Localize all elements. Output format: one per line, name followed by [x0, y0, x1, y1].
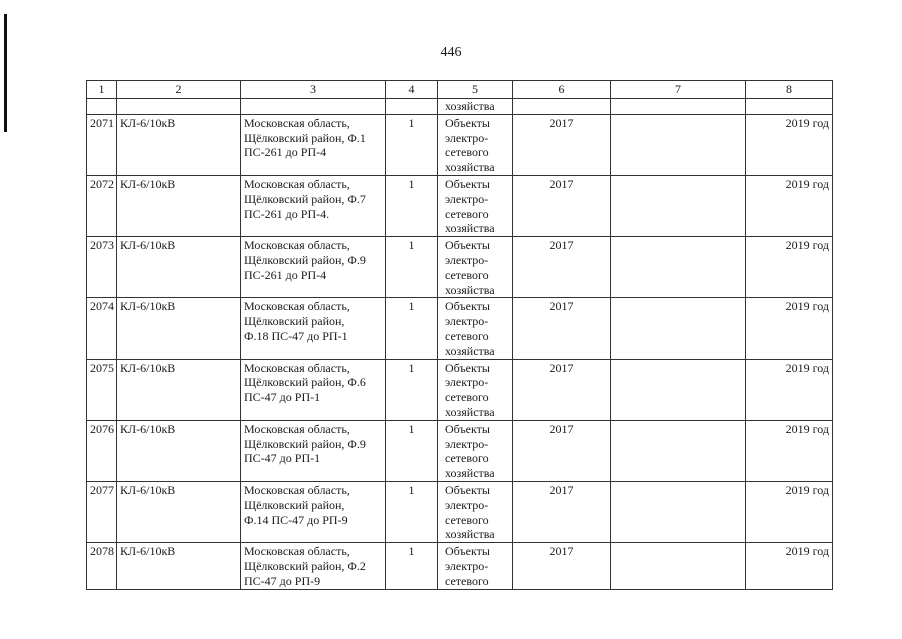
row-number-cell [87, 481, 117, 542]
location-line: ПС-47 до РП-9 [244, 573, 321, 588]
col7-cell [611, 298, 746, 359]
term-cell [746, 298, 833, 359]
table-header-row [87, 81, 833, 99]
row-number: 2074 [90, 299, 114, 314]
term-cell [746, 420, 833, 481]
category-line: сетевого [445, 206, 489, 221]
category-line: хозяйства [445, 282, 495, 297]
cont-cell-7 [611, 99, 746, 115]
quantity-cell [386, 298, 438, 359]
object-name: КЛ-6/10кВ [120, 421, 176, 436]
year-cell [513, 543, 611, 589]
category-line: Объекты [445, 299, 490, 314]
table-row [87, 420, 833, 481]
quantity-cell [386, 175, 438, 236]
header-cell-1: 1 [87, 81, 117, 99]
term-cell [746, 114, 833, 175]
location-line: ПС-261 до РП-4 [244, 267, 327, 282]
object-name: КЛ-6/10кВ [120, 544, 176, 559]
quantity-cell [386, 481, 438, 542]
location-line: Московская область, [244, 176, 350, 191]
row-number: 2073 [90, 238, 114, 253]
year: 2017 [549, 299, 574, 314]
object-name: КЛ-6/10кВ [120, 176, 176, 191]
object-name: КЛ-6/10кВ [120, 115, 176, 130]
cont-cell-3 [241, 99, 386, 115]
object-name-cell [117, 420, 241, 481]
location-line: Щёлковский район, Ф.9 [244, 252, 366, 267]
quantity: 1 [408, 544, 415, 559]
year-cell [513, 175, 611, 236]
category-line: сетевого [445, 267, 489, 282]
category-line: сетевого [445, 512, 489, 527]
year-cell [513, 298, 611, 359]
cont-cell-8 [746, 99, 833, 115]
object-name: КЛ-6/10кВ [120, 299, 176, 314]
category-line: Объекты [445, 360, 490, 375]
term-cell [746, 237, 833, 298]
col7-cell [611, 481, 746, 542]
location-cell [241, 359, 386, 420]
header-cell-8: 8 [746, 81, 833, 99]
category-line: сетевого [445, 573, 489, 588]
row-number-cell [87, 114, 117, 175]
year: 2017 [549, 544, 574, 559]
location-cell [241, 237, 386, 298]
term-cell [746, 481, 833, 542]
location-line: ПС-261 до РП-4. [244, 206, 330, 221]
table-row [87, 543, 833, 589]
col7-cell [611, 175, 746, 236]
location-line: Московская область, [244, 482, 350, 497]
category-line: Объекты [445, 176, 490, 191]
location-cell [241, 543, 386, 589]
category-line: сетевого [445, 451, 489, 466]
location-line: ПС-47 до РП-1 [244, 451, 321, 466]
category-line: сетевого [445, 328, 489, 343]
category-line: хозяйства [445, 466, 495, 481]
location-cell [241, 175, 386, 236]
header-cell-6: 6 [513, 81, 611, 99]
category-line: хозяйства [445, 527, 495, 542]
category-line: Объекты [445, 421, 490, 436]
row-number-cell [87, 298, 117, 359]
category-cell [438, 237, 513, 298]
row-number: 2078 [90, 544, 114, 559]
object-name-cell [117, 359, 241, 420]
header-cell-3: 3 [241, 81, 386, 99]
quantity: 1 [408, 482, 415, 497]
table-row [87, 481, 833, 542]
location-line: Щёлковский район, Ф.9 [244, 436, 366, 451]
year-cell [513, 114, 611, 175]
location-line: Московская область, [244, 360, 350, 375]
location-line: Щёлковский район, [244, 497, 345, 512]
category-cell [438, 175, 513, 236]
location-cell [241, 481, 386, 542]
category-cell [438, 543, 513, 589]
term-cell [746, 359, 833, 420]
table-row [87, 237, 833, 298]
location-line: Щёлковский район, Ф.1 [244, 130, 366, 145]
year: 2017 [549, 238, 574, 253]
year-cell [513, 420, 611, 481]
quantity: 1 [408, 176, 415, 191]
table-row [87, 114, 833, 175]
year: 2017 [549, 115, 574, 130]
term-cell [746, 175, 833, 236]
year: 2017 [549, 360, 574, 375]
category-line: электро- [445, 191, 489, 206]
term: 2019 год [785, 238, 829, 253]
location-line: Ф.14 ПС-47 до РП-9 [244, 512, 348, 527]
category-line: хозяйства [445, 221, 495, 236]
row-number: 2071 [90, 115, 114, 130]
table-row [87, 298, 833, 359]
cont-cell-5 [438, 99, 513, 115]
category-line: электро- [445, 314, 489, 329]
category-line: электро- [445, 375, 489, 390]
category-line: сетевого [445, 145, 489, 160]
term: 2019 год [785, 421, 829, 436]
header-cell-2: 2 [117, 81, 241, 99]
category-line: электро- [445, 558, 489, 573]
category-line: электро- [445, 497, 489, 512]
object-name: КЛ-6/10кВ [120, 360, 176, 375]
term: 2019 год [785, 482, 829, 497]
term-cell [746, 543, 833, 589]
header-cell-7: 7 [611, 81, 746, 99]
category-cell [438, 114, 513, 175]
year: 2017 [549, 176, 574, 191]
row-number: 2072 [90, 176, 114, 191]
location-line: Щёлковский район, Ф.7 [244, 191, 366, 206]
year: 2017 [549, 482, 574, 497]
quantity-cell [386, 420, 438, 481]
category-line: электро- [445, 436, 489, 451]
location-line: ПС-261 до РП-4 [244, 145, 327, 160]
col7-cell [611, 543, 746, 589]
page-number: 446 [440, 45, 462, 60]
scan-edge-mark [4, 14, 7, 132]
location-cell [241, 114, 386, 175]
category-cell [438, 481, 513, 542]
quantity: 1 [408, 115, 415, 130]
row-number: 2077 [90, 482, 114, 497]
category-line: хозяйства [445, 343, 495, 358]
col7-cell [611, 420, 746, 481]
object-name-cell [117, 114, 241, 175]
location-line: Московская область, [244, 238, 350, 253]
continuation-text: хозяйства [445, 99, 495, 113]
register-table [86, 80, 833, 590]
row-number-cell [87, 175, 117, 236]
category-cell [438, 298, 513, 359]
category-line: электро- [445, 130, 489, 145]
location-line: Ф.18 ПС-47 до РП-1 [244, 328, 348, 343]
term: 2019 год [785, 544, 829, 559]
term: 2019 год [785, 115, 829, 130]
object-name-cell [117, 298, 241, 359]
category-line: Объекты [445, 115, 490, 130]
term: 2019 год [785, 360, 829, 375]
row-number-cell [87, 237, 117, 298]
year-cell [513, 359, 611, 420]
category-line: Объекты [445, 544, 490, 559]
location-line: Московская область, [244, 299, 350, 314]
header-cell-4: 4 [386, 81, 438, 99]
category-line: Объекты [445, 238, 490, 253]
row-number: 2075 [90, 360, 114, 375]
col7-cell [611, 114, 746, 175]
object-name-cell [117, 237, 241, 298]
cont-cell-1 [87, 99, 117, 115]
col7-cell [611, 359, 746, 420]
category-line: хозяйства [445, 404, 495, 419]
term: 2019 год [785, 176, 829, 191]
table-row [87, 359, 833, 420]
row-number-cell [87, 359, 117, 420]
quantity-cell [386, 543, 438, 589]
location-line: Щёлковский район, [244, 314, 345, 329]
location-cell [241, 298, 386, 359]
category-line: хозяйства [445, 160, 495, 175]
category-line: электро- [445, 252, 489, 267]
location-line: Московская область, [244, 544, 350, 559]
year-cell [513, 481, 611, 542]
quantity: 1 [408, 238, 415, 253]
table-row [87, 175, 833, 236]
quantity-cell [386, 359, 438, 420]
location-line: ПС-47 до РП-1 [244, 390, 321, 405]
term: 2019 год [785, 299, 829, 314]
quantity: 1 [408, 299, 415, 314]
category-line: сетевого [445, 390, 489, 405]
object-name-cell [117, 175, 241, 236]
continuation-row [87, 99, 833, 115]
year-cell [513, 237, 611, 298]
cont-cell-4 [386, 99, 438, 115]
location-cell [241, 420, 386, 481]
location-line: Московская область, [244, 421, 350, 436]
object-name: КЛ-6/10кВ [120, 238, 176, 253]
location-line: Щёлковский район, Ф.6 [244, 375, 366, 390]
quantity-cell [386, 114, 438, 175]
location-line: Щёлковский район, Ф.2 [244, 558, 366, 573]
object-name: КЛ-6/10кВ [120, 482, 176, 497]
category-cell [438, 359, 513, 420]
header-cell-5: 5 [438, 81, 513, 99]
category-cell [438, 420, 513, 481]
object-name-cell [117, 481, 241, 542]
row-number-cell [87, 420, 117, 481]
year: 2017 [549, 421, 574, 436]
quantity: 1 [408, 421, 415, 436]
col7-cell [611, 237, 746, 298]
quantity-cell [386, 237, 438, 298]
location-line: Московская область, [244, 115, 350, 130]
row-number: 2076 [90, 421, 114, 436]
category-line: Объекты [445, 482, 490, 497]
quantity: 1 [408, 360, 415, 375]
cont-cell-6 [513, 99, 611, 115]
row-number-cell [87, 543, 117, 589]
object-name-cell [117, 543, 241, 589]
cont-cell-2 [117, 99, 241, 115]
